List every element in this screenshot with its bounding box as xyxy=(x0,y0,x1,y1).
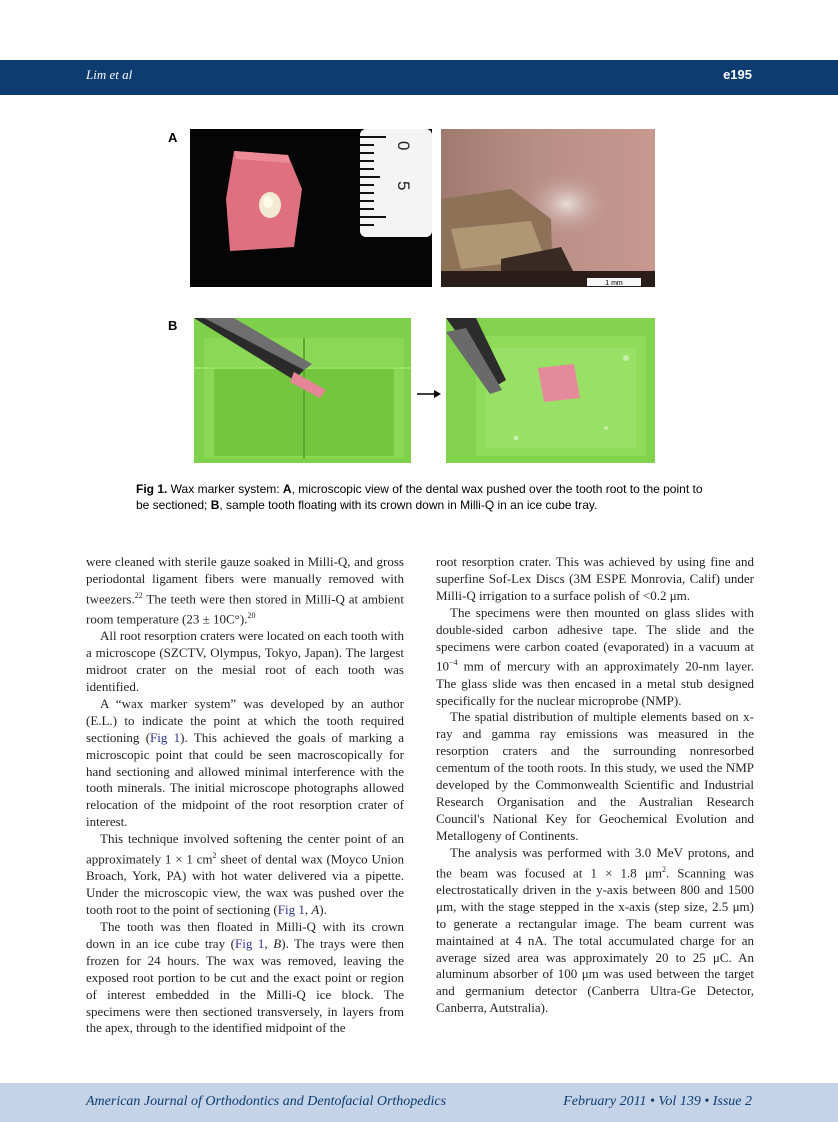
left-paragraph-3: A “wax marker system” was developed by an author (E.L.) to indicate the point at which the tooth required sectioning (Fig 1). This achieved the goals of marking a microscopic point that could be seen macroscopically for hand sectioning and allowed minimal interference with the tooth minerals. The initial microscope photographs allowed relocation of the midpoint of the root resorption crater of interest. xyxy=(86,695,404,830)
fig-link[interactable]: Fig 1 xyxy=(277,902,305,918)
ruler-mark-0: 0 xyxy=(394,141,413,151)
page-number: e195 xyxy=(723,67,752,82)
tray-tweezers-photo xyxy=(194,318,411,463)
panel-b-label: B xyxy=(168,318,178,333)
fig-link[interactable]: Fig 1 xyxy=(235,935,265,951)
right-paragraph-1: root resorption crater. This was achieved by using fine and superfine Sof-Lex Discs (3M ESPE Monrovia, Calif) under Milli-Q irrigation to a surface polish of <0.2 μm. xyxy=(436,554,754,603)
left-paragraph-2: All root resorption craters were located on each tooth with a microscope (SZCTV, Olympus, Tokyo, Japan). The largest midroot crater on the mesial root of each tooth was identified. xyxy=(86,628,404,694)
left-column xyxy=(86,554,404,1037)
right-paragraph-2: The specimens were then mounted on glass slides with double-sided carbon adhesive tape. The slide and the specimens were carbon coated (evaporated) in a vacuum at $10^{-4}$ mm of mercury with an approximately 20-nm layer. The glass slide was then encased in a metal stub designed specifically for the nuclear microprobe (NMP). xyxy=(436,604,754,708)
panel-a-label: A xyxy=(168,130,178,145)
figure-caption: Fig 1. Wax marker system: A, microscopic view of the dental wax pushed over the tooth root to the point to be sectioned; B, sample tooth floating with its crown down in Milli-Q in an ice cube tray. xyxy=(136,482,703,512)
floating-tooth-photo xyxy=(446,318,655,463)
scale-bar-label: 1 mm xyxy=(605,280,623,287)
right-column xyxy=(436,554,754,1017)
left-paragraph-4: This technique involved softening the center point of an approximately 1 × 1 $cm^2$ sheet of dental wax (Moyco Union Broach, York, PA) with hot water delivered via a pipette. Under the microscopic view, the wax was pushed over the tooth root to the point of sectioning (Fig 1, A). xyxy=(86,831,404,918)
journal-name: American Journal of Orthodontics and Dentofacial Orthopedics xyxy=(86,1094,447,1109)
right-paragraph-3: The spatial distribution of multiple elements based on x-ray and gamma ray emissions was measured in the resorption craters and the surrounding nonresorbed cementum of the tooth roots. In this study, we used the NMP developed by the Commonwealth Scientific and Industrial Research Organisation and the Australian Research Council's National Key for Geochemical Evolution and Metallogeny of Continents. xyxy=(436,709,754,843)
right-paragraph-4: The analysis was performed with 3.0 MeV protons, and the beam was focused at 1 × 1.8 $\mu m^2$. Scanning was electrostatically driven in the y-axis between 800 and 1500 μm, with the stage stepped in the x-axis (step size, 2.5 μm) to generate a rectangular image. The beam current was maintained at 4 nA. The total accumulated charge for an average sized area was approximately 20 to 25 μC. An aluminum absorber of 100 μm was used between the target and germanium detector (Canberra Ultra-Ge Detector, Canberra, Autstralia). xyxy=(436,844,754,1016)
caption-label: Fig 1. xyxy=(136,482,168,496)
wax-marker-photo xyxy=(190,129,432,287)
microscope-photo xyxy=(441,129,655,287)
running-head-author: Lim et al xyxy=(86,67,133,82)
fig-link[interactable]: Fig 1 xyxy=(150,729,181,745)
arrow-right-icon xyxy=(417,386,441,396)
ruler-mark-5: 5 xyxy=(394,181,413,191)
issue-info: February 2011 • Vol 139 • Issue 2 xyxy=(563,1094,752,1109)
left-paragraph-1: were cleaned with sterile gauze soaked in Milli-Q, and gross periodontal ligament fibers were manually removed with tweezers.$^{22}$ The teeth were then stored in Milli-Q at ambient room temperature (23 ± 10C°).$^{20}$ xyxy=(86,554,404,627)
left-paragraph-5: The tooth was then floated in Milli-Q with its crown down in an ice cube tray (Fig 1, B). The trays were then frozen for 24 hours. The wax was removed, leaving the exposed root portion to be cut and the exact point or region of interest embedded in the Milli-Q ice block. The specimens were then sectioned transversely, in layers from the apex, through to the identified midpoint of the xyxy=(86,919,405,1036)
